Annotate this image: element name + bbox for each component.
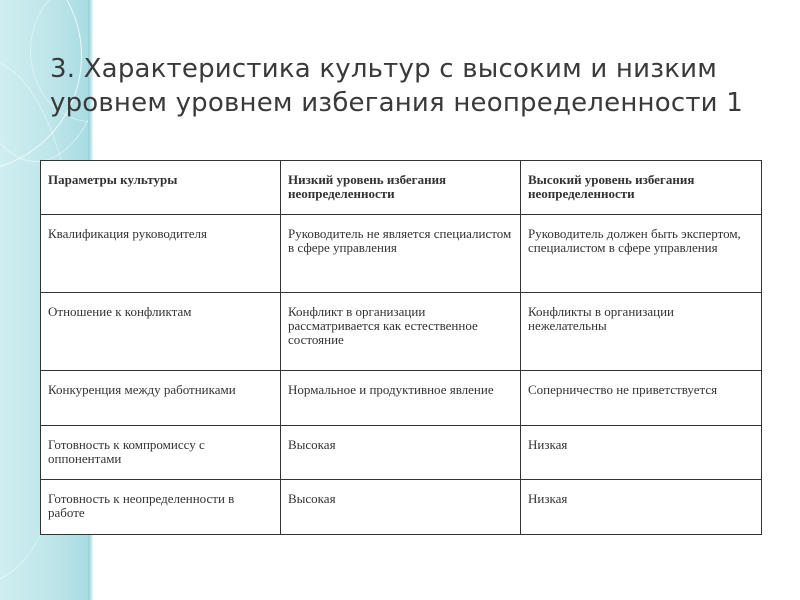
table-cell-high: Конфликты в организации нежелательны xyxy=(521,293,762,371)
table-cell-low: Нормальное и продуктивное явление xyxy=(281,371,521,426)
table-cell-high: Руководитель должен быть экспертом, специалистом в сфере управления xyxy=(521,215,762,293)
table-cell-high: Низкая xyxy=(521,426,762,480)
table-cell-high: Низкая xyxy=(521,480,762,535)
header-cell-high-avoidance: Высокий уровень избегания неопределенности xyxy=(521,161,762,215)
table-cell-low: Конфликт в организации рассматривается как естественное состояние xyxy=(281,293,521,371)
table-row xyxy=(41,293,762,371)
table-cell-high: Соперничество не приветствуется xyxy=(521,371,762,426)
table-row xyxy=(41,480,762,535)
table-cell-parameter: Отношение к конфликтам xyxy=(41,293,281,371)
table-cell-parameter: Квалификация руководителя xyxy=(41,215,281,293)
comparison-table xyxy=(40,160,762,535)
table-row xyxy=(41,215,762,293)
slide-title: 3. Характеристика культур с высоким и низким уровнем уровнем избегания неопределенности 1 xyxy=(50,54,743,118)
table-cell-low: Высокая xyxy=(281,480,521,535)
table-cell-low: Высокая xyxy=(281,426,521,480)
table-row xyxy=(41,371,762,426)
table-cell-parameter: Готовность к компромиссу с оппонентами xyxy=(41,426,281,480)
header-cell-low-avoidance: Низкий уровень избегания неопределенности xyxy=(281,161,521,215)
table-cell-parameter: Готовность к неопределенности в работе xyxy=(41,480,281,535)
table-cell-parameter: Конкуренция между работниками xyxy=(41,371,281,426)
header-cell-parameters: Параметры культуры xyxy=(41,161,281,215)
table-cell-low: Руководитель не является специалистом в сфере управления xyxy=(281,215,521,293)
table-row xyxy=(41,426,762,480)
table-header-row xyxy=(41,161,762,215)
